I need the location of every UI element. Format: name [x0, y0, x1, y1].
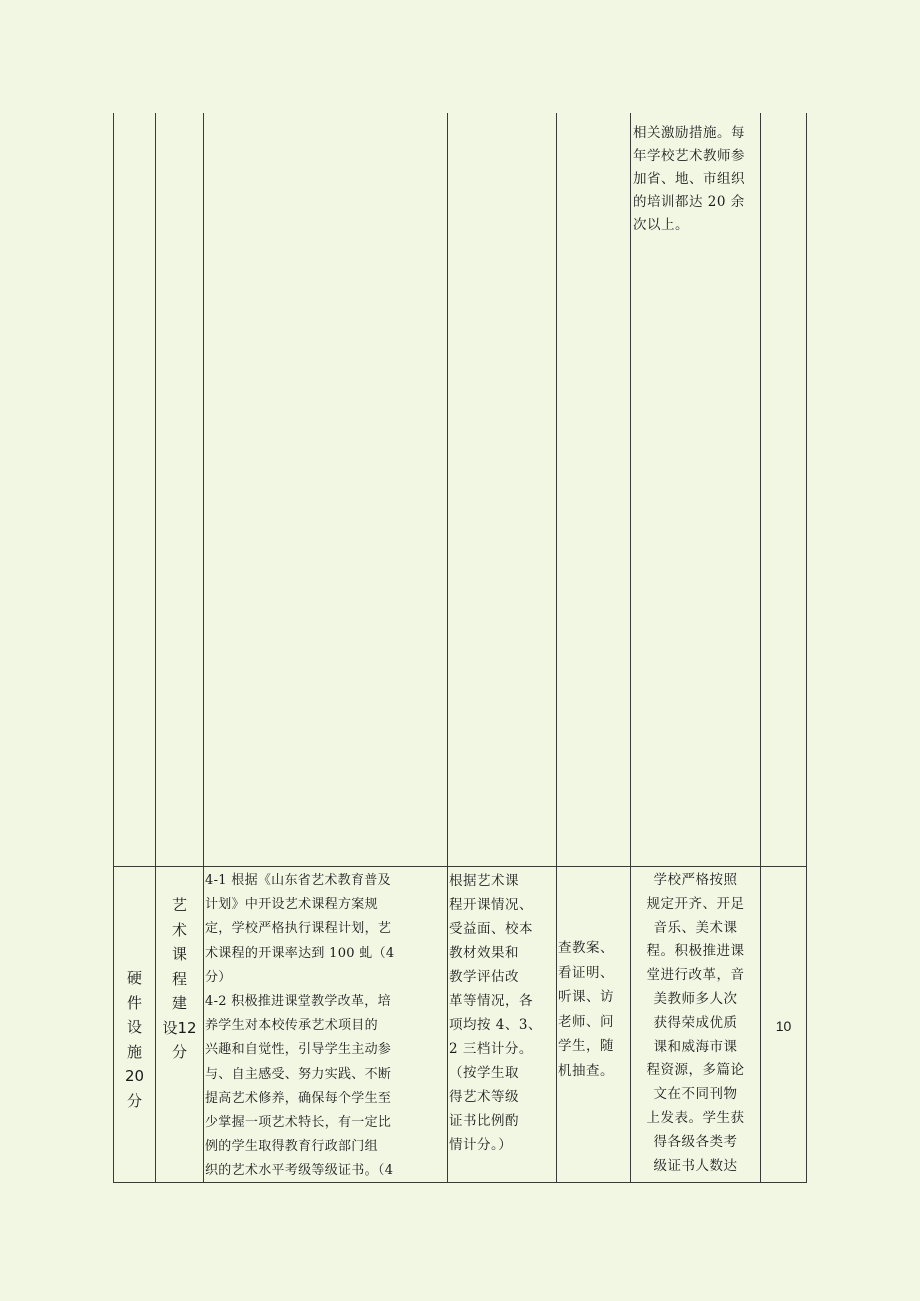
category-cell: 硬 件 设 施 20 分 — [124, 969, 145, 1110]
table-border-right — [806, 113, 807, 1183]
table-divider-col3 — [447, 113, 448, 1183]
method-cell: 查教案、 看证明、 听课、访 老师、问 学生，随 机抽查。 — [558, 940, 614, 1079]
score-cell: 10 — [775, 1018, 792, 1034]
table-divider-col2 — [203, 113, 204, 1183]
standard-cell: 4-1 根据《山东省艺术教育普及 计划》中开设艺术课程方案规 定，学校严格执行课程计划，艺 术课程的开课率达到 100 虬（4 分） 4-2 积极推进课堂教学改革，培 养学生对本校传承艺术项目的 兴趣和自觉性，引导学生主动参 与、自主感受、努力实践、不断 提高艺术修养，确保每个学生至 少掌握一项艺术特长，有一定比 例的学生取得教育行政部门组 织的艺术水平考级等级证书。（4 — [205, 873, 395, 1179]
top-result-cell: 相关激励措施。每 年学校艺术教师参 加省、地、市组织 的培训都达 20 余 次以上。 — [633, 125, 745, 233]
scoring-cell: 根据艺术课 程开课情况、 受益面、校本 教材效果和 教学评估改 革等情况，各 项均按 4、3、 2 三档计分。 （按学生取 得艺术等级 证书比例酌 情计分。） — [449, 873, 542, 1153]
result-cell: 学校严格按照 规定开齐、开足 音乐、美术课 程。积极推进课 堂进行改革，音 美教师多人次 获得荣成优质 课和威海市课 程资源，多篇论 文在不同刊物 上发表。学生获 得各级各类考 级证书人数达 — [646, 872, 745, 1174]
item-cell: 艺 术 课 程 建 设12 分 — [162, 896, 197, 1061]
table-divider-col4 — [556, 113, 557, 1183]
row-divider — [113, 866, 807, 867]
